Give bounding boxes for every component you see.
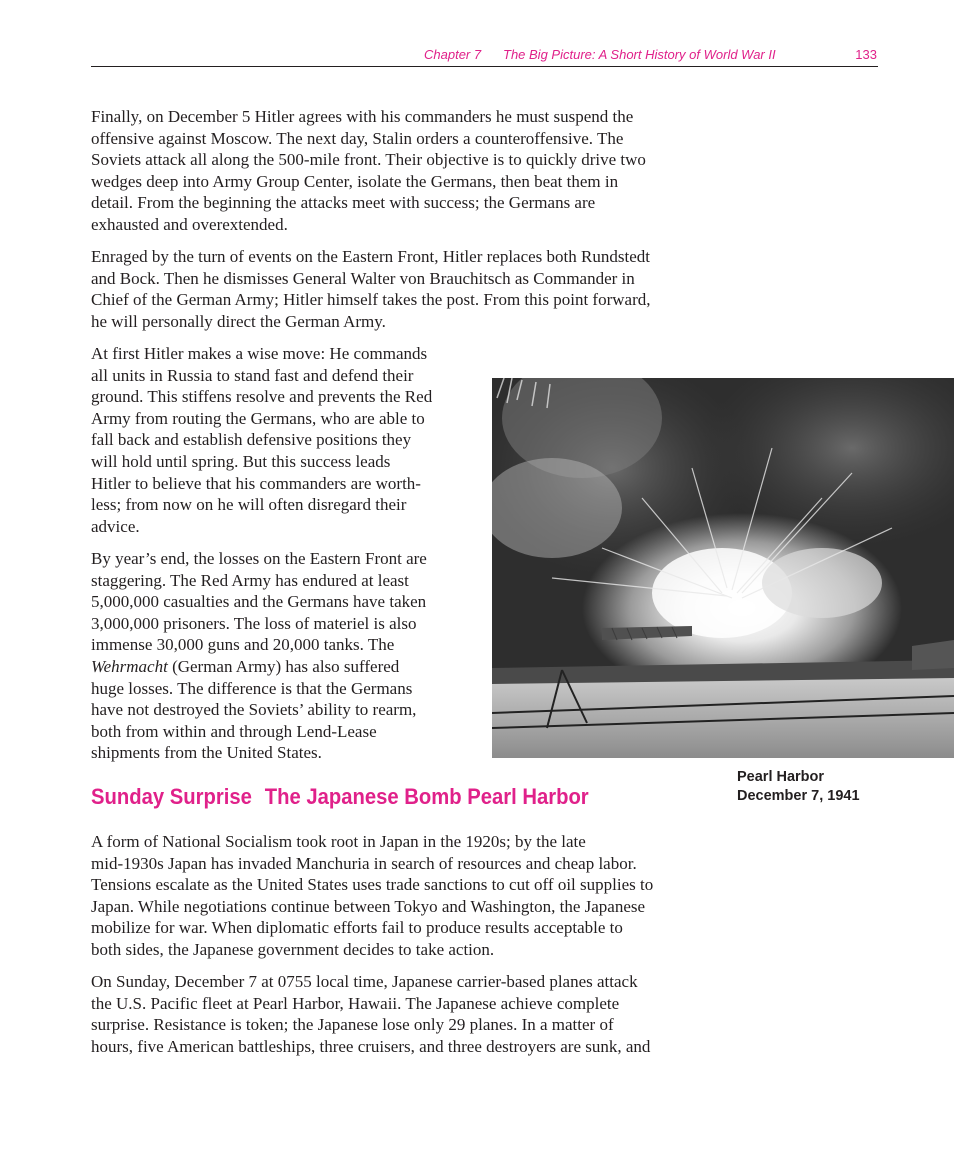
text-line: less; from now on he will often disregard their [91,495,407,515]
photo-caption [737,768,860,806]
text-line: mobilize for war. When diplomatic efforts fail to produce results acceptable to [91,918,623,938]
text-line: Finally, on December 5 Hitler agrees with his commanders he must suspend the [91,107,634,126]
text-line: wedges deep into Army Group Center, isolate the Germans, then beat them in [91,171,619,191]
text-line: 5,000,000 casualties and the Germans have taken [91,592,427,612]
text-line: both from within and through Lend-Lease [91,721,377,741]
caption-date: December 7, 1941 [737,788,860,804]
paragraph-3 [91,343,432,537]
text-line: advice. [91,516,140,536]
paragraph-6 [91,971,650,1057]
text-line: mid-1930s Japan has invaded Manchuria in search of resources and cheap labor. [91,853,637,873]
text-line: At first Hitler makes a wise move: He commands [91,344,428,363]
running-header [91,46,878,67]
text-line: Tensions escalate as the United States uses trade sanctions to cut off oil supplies to [91,875,654,895]
text-line: he will personally direct the German Army. [91,311,386,331]
text-span: (German Army) has also suffered [167,656,400,676]
paragraph-2 [91,246,650,332]
text-line: the U.S. Pacific fleet at Pearl Harbor, Hawaii. The Japanese achieve complete [91,993,620,1013]
caption-title: Pearl Harbor [737,769,825,785]
text-line: hours, five American battleships, three cruisers, and three destroyers are sunk, and [91,1036,651,1056]
text-line: staggering. The Red Army has endured at least [91,570,409,590]
text-line: By year’s end, the losses on the Eastern Front are [91,549,427,568]
text-line: both sides, the Japanese government decides to take action. [91,939,495,959]
text-line: Chief of the German Army; Hitler himself takes the post. From this point forward, [91,290,651,310]
text-line: have not destroyed the Soviets’ ability to rearm, [91,700,417,720]
text-line: huge losses. The difference is that the Germans [91,678,413,698]
text-line [91,656,427,678]
text-line: detail. From the beginning the attacks meet with success; the Germans are [91,193,596,213]
text-line: all units in Russia to stand fast and defend their [91,365,414,385]
section-heading [91,784,589,810]
header-book-title: The Big Picture: A Short History of World War II [503,47,776,62]
text-line: exhausted and overextended. [91,214,288,234]
text-line: Soviets attack all along the 500-mile front. Their objective is to quickly drive two [91,150,646,170]
text-line: shipments from the United States. [91,743,322,763]
text-line: surprise. Resistance is token; the Japanese lose only 29 planes. In a matter of [91,1015,614,1035]
header-page-number: 133 [855,47,877,62]
header-chapter: Chapter 7 [424,47,482,62]
paragraph-1 [91,106,646,236]
text-line: On Sunday, December 7 at 0755 local time, Japanese carrier-based planes attack [91,972,638,991]
text-line: and Bock. Then he dismisses General Walter von Brauchitsch as Commander in [91,268,635,288]
text-line: will hold until spring. But this success leads [91,451,391,471]
text-line: Enraged by the turn of events on the Eastern Front, Hitler replaces both Rundstedt [91,247,650,266]
text-line: Hitler to believe that his commanders are worth- [91,473,421,493]
text-line: offensive against Moscow. The next day, Stalin orders a counteroffensive. The [91,128,624,148]
text-line: immense 30,000 guns and 20,000 tanks. The [91,635,395,655]
italic-term: Wehrmacht [91,656,168,676]
text-line: Army from routing the Germans, who are able to [91,408,425,428]
section-heading-part1: Sunday Surprise [91,784,252,809]
text-line: A form of National Socialism took root in Japan in the 1920s; by the late [91,832,586,851]
text-line: ground. This stiffens resolve and prevents the Red [91,387,433,407]
section-heading-part2: The Japanese Bomb Pearl Harbor [264,784,589,809]
text-line: 3,000,000 prisoners. The loss of materiel is also [91,613,417,633]
paragraph-5 [91,831,653,961]
paragraph-4 [91,548,427,764]
text-line: fall back and establish defensive positions they [91,430,412,450]
pearl-harbor-photo [492,378,954,758]
text-line: Japan. While negotiations continue between Tokyo and Washington, the Japanese [91,896,646,916]
explosion-image [492,378,954,758]
